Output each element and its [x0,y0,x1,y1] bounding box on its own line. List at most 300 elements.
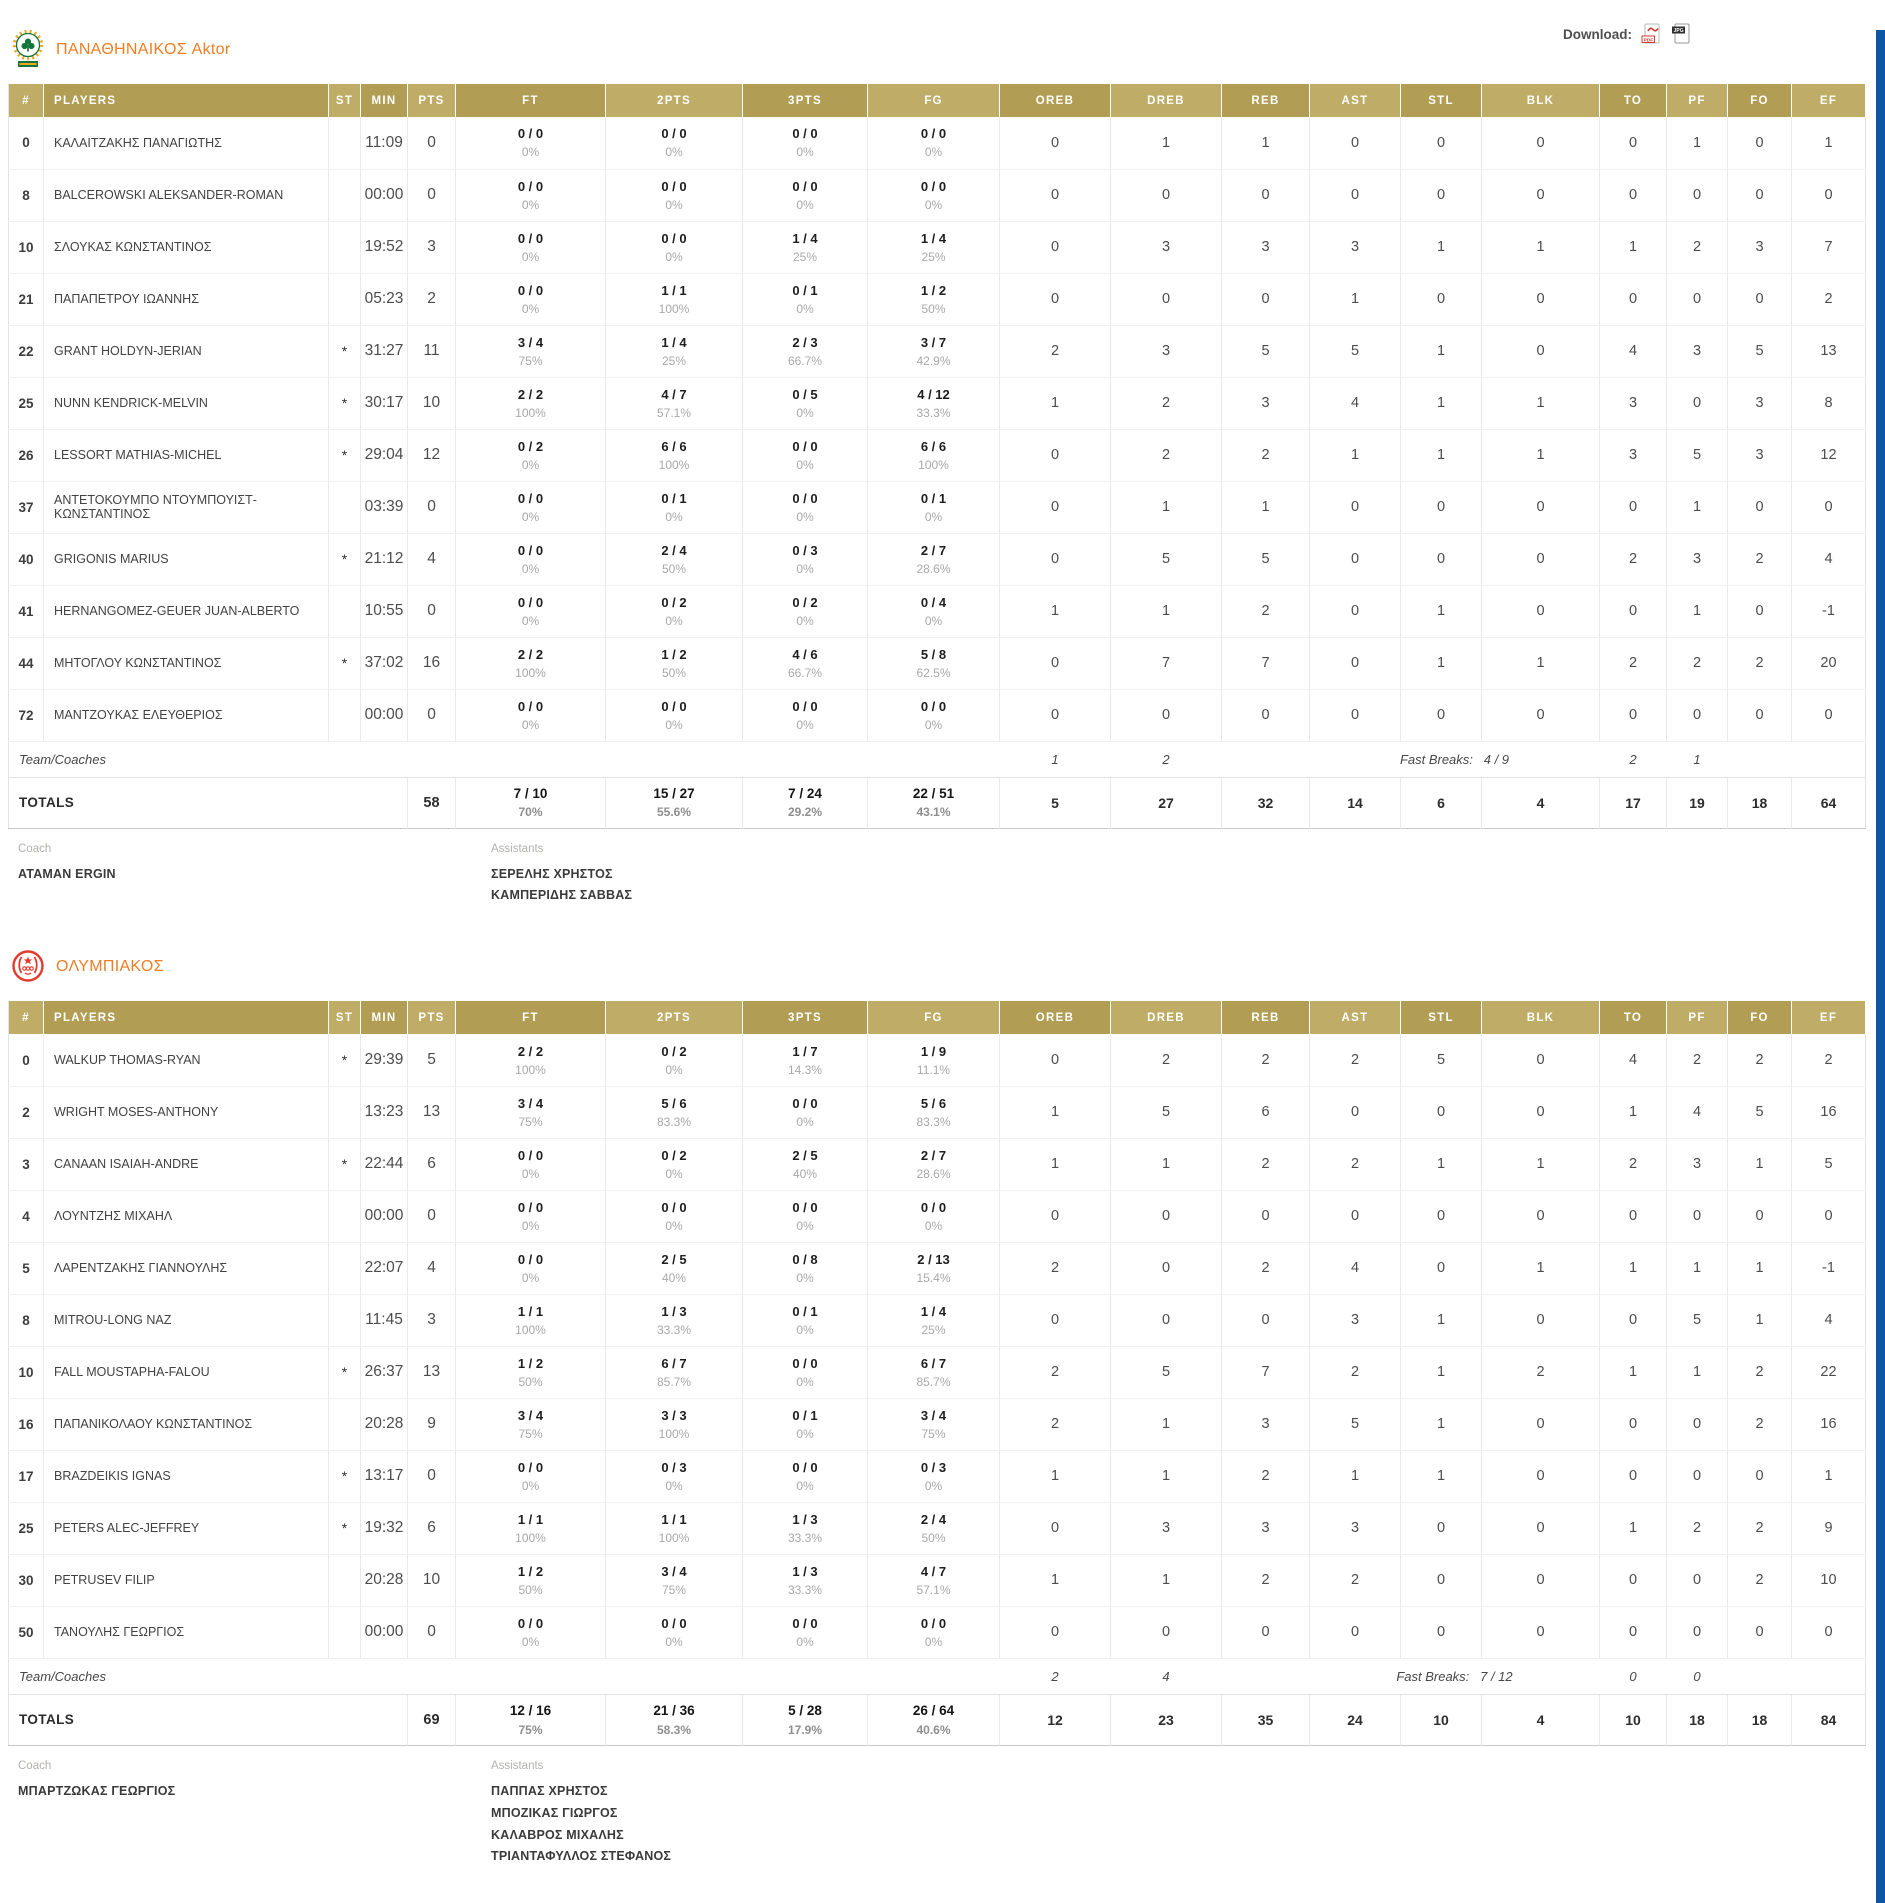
stat-p2 [606,689,743,741]
stat-percentage: 50% [921,1530,946,1545]
stat-made-attempted: 0 / 0 [920,698,947,714]
stat-to: 0 [1600,117,1667,169]
stat-stl: 0 [1401,169,1482,221]
totals-pts: 69 [408,1694,456,1745]
stat-ef: 1 [1792,1450,1866,1502]
stat-pts: 3 [408,1294,456,1346]
starter-mark [329,1086,361,1138]
stat-made-attempted: 0 / 0 [792,1095,818,1111]
stat-to: 1 [1600,221,1667,273]
totals-ef: 84 [1792,1694,1866,1745]
stat-oreb: 0 [1000,273,1111,325]
starter-mark [329,1398,361,1450]
stat-dreb: 1 [1111,1450,1222,1502]
totals-ef: 64 [1792,777,1866,828]
team-name-panathinaikos[interactable]: ΠΑΝΑΘΗΝΑΙΚΟΣ Aktor [56,41,231,58]
stat-percentage: 0% [521,561,540,576]
player-name[interactable]: WRIGHT MOSES-ANTHONY [44,1086,329,1138]
player-row [9,1606,1866,1658]
team-stat-fo-empty [1728,1658,1792,1694]
stat-made-attempted: 0 / 0 [661,230,687,246]
download-label: Download: [1563,27,1632,42]
stat-p2 [606,1450,743,1502]
stat-made-attempted: 0 / 2 [661,1147,687,1163]
stat-ef: 16 [1792,1086,1866,1138]
stat-oreb: 2 [1000,1398,1111,1450]
stat-to: 0 [1600,585,1667,637]
download-pdf-icon[interactable] [1641,23,1662,46]
stat-ast: 0 [1310,1606,1401,1658]
stat-percentage: 0% [796,301,814,316]
stat-percentage: 33.3% [916,405,951,420]
stat-fg [868,481,1000,533]
teams-container [0,30,1885,1868]
stat-percentage: 66.7% [787,665,823,680]
download-jpg-icon[interactable] [1671,23,1692,46]
player-row [9,1398,1866,1450]
stat-made-attempted: 5 / 8 [920,646,947,662]
col-header-fo: FO [1728,84,1792,117]
player-name[interactable]: BRAZDEIKIS IGNAS [44,1450,329,1502]
col-header-ft: FT [456,1001,606,1034]
stat-p3 [743,1450,868,1502]
stat-made-attempted: 3 / 4 [517,1407,544,1423]
stat-blk: 1 [1482,1242,1600,1294]
stat-dreb: 0 [1111,169,1222,221]
col-header-reb: REB [1222,84,1310,117]
totals-reb: 32 [1222,777,1310,828]
stat-percentage: 15.4% [916,1270,951,1285]
stat-pts: 13 [408,1346,456,1398]
stat-fg [868,117,1000,169]
totals-fo: 18 [1728,777,1792,828]
stat-ast: 1 [1310,273,1401,325]
stat-ef: 12 [1792,429,1866,481]
stat-fo: 0 [1728,585,1792,637]
stat-ft [456,1346,606,1398]
col-header-players: PLAYERS [44,1001,329,1034]
stat-fg [868,533,1000,585]
stat-dreb: 0 [1111,273,1222,325]
player-row [9,221,1866,273]
stat-made-attempted: 0 / 0 [920,178,947,194]
player-number: 40 [9,533,44,585]
stat-percentage: 0% [521,1478,540,1493]
player-row [9,585,1866,637]
team-coaches-label: Team/Coaches [9,741,456,777]
stat-made-attempted: 0 / 0 [792,126,818,142]
starter-mark: * [329,325,361,377]
stat-min: 20:28 [361,1554,408,1606]
stat-to: 0 [1600,1450,1667,1502]
stat-made-attempted: 0 / 0 [517,1251,544,1267]
player-name[interactable]: ΠΑΠΑΠΕΤΡΟΥ ΙΩΑΝΝΗΣ [44,273,329,325]
stat-made-attempted: 0 / 0 [792,1199,818,1215]
stat-oreb: 1 [1000,1086,1111,1138]
stat-made-attempted: 0 / 3 [792,542,818,558]
stat-pf: 3 [1667,533,1728,585]
stat-made-attempted: 0 / 1 [792,1303,818,1319]
starter-mark [329,169,361,221]
player-name[interactable]: ΤΑΝΟΥΛΗΣ ΓΕΩΡΓΙΟΣ [44,1606,329,1658]
stat-p2 [606,221,743,273]
stat-made-attempted: 0 / 0 [517,1459,544,1475]
stat-oreb: 0 [1000,689,1111,741]
starter-mark: * [329,637,361,689]
stat-to: 1 [1600,1502,1667,1554]
stat-percentage: 0% [665,1062,683,1077]
stat-p3 [743,1242,868,1294]
player-name[interactable]: WALKUP THOMAS-RYAN [44,1034,329,1086]
stat-p3 [743,117,868,169]
stat-made-attempted: 2 / 2 [517,646,544,662]
team-header [10,947,1885,987]
stat-percentage: 11.1% [916,1062,951,1077]
stat-p3 [743,637,868,689]
totals-p3 [743,1694,868,1745]
stat-oreb: 1 [1000,1450,1111,1502]
fast-breaks: Fast Breaks: 7 / 12 [1310,1658,1600,1694]
stat-fg [868,1502,1000,1554]
team-stat-p3-empty [743,741,868,777]
totals-label: TOTALS [9,1694,408,1745]
stat-pts: 9 [408,1398,456,1450]
stat-pts: 0 [408,1190,456,1242]
player-name[interactable]: LESSORT MATHIAS-MICHEL [44,429,329,481]
stat-made-attempted: 1 / 4 [920,1303,947,1319]
stat-ft [456,1450,606,1502]
stat-dreb: 0 [1111,1242,1222,1294]
stat-pts: 0 [408,689,456,741]
stat-fo: 0 [1728,1450,1792,1502]
totals-pf: 19 [1667,777,1728,828]
stat-made-attempted: 0 / 0 [661,1199,687,1215]
player-name[interactable]: ΛΑΡΕΝΤΖΑΚΗΣ ΓΙΑΝΝΟΥΛΗΣ [44,1242,329,1294]
stat-pf: 0 [1667,1190,1728,1242]
player-name[interactable]: NUNN KENDRICK-MELVIN [44,377,329,429]
stat-pf: 2 [1667,1502,1728,1554]
player-name[interactable]: FALL MOUSTAPHA-FALOU [44,1346,329,1398]
stat-ef: 0 [1792,169,1866,221]
stat-fg [868,689,1000,741]
stat-stl: 0 [1401,1190,1482,1242]
starter-mark [329,1294,361,1346]
player-name[interactable]: MITROU-LONG NAZ [44,1294,329,1346]
stat-percentage: 0% [796,717,814,732]
player-number: 44 [9,637,44,689]
stat-p2 [606,481,743,533]
right-scrollbar[interactable] [1876,30,1885,1903]
stat-ef: -1 [1792,1242,1866,1294]
player-name[interactable]: GRANT HOLDYN-JERIAN [44,325,329,377]
starter-mark [329,221,361,273]
stat-fo: 2 [1728,1502,1792,1554]
stat-p2 [606,1502,743,1554]
stat-made-attempted: 0 / 4 [920,594,947,610]
totals-blk: 4 [1482,1694,1600,1745]
stat-percentage: 100% [515,665,546,680]
stat-to: 1 [1600,1086,1667,1138]
stat-stl: 1 [1401,377,1482,429]
stat-made-attempted: 22 / 51 [912,785,955,801]
stat-percentage: 85.7% [656,1374,692,1389]
stat-dreb: 1 [1111,481,1222,533]
stat-pts: 4 [408,533,456,585]
stat-ef: 0 [1792,1190,1866,1242]
starter-mark: * [329,1450,361,1502]
col-header-players: PLAYERS [44,84,329,117]
team-stat-dreb: 2 [1111,741,1222,777]
stat-pts: 12 [408,429,456,481]
stat-reb: 7 [1222,637,1310,689]
player-name[interactable]: BALCEROWSKI ALEKSANDER-ROMAN [44,169,329,221]
stat-min: 00:00 [361,169,408,221]
stat-stl: 1 [1401,1398,1482,1450]
stat-p3 [743,1398,868,1450]
stat-ast: 2 [1310,1554,1401,1606]
stat-min: 10:55 [361,585,408,637]
stat-reb: 0 [1222,1606,1310,1658]
stat-made-attempted: 0 / 0 [517,230,544,246]
stat-ft [456,533,606,585]
stat-percentage: 75% [518,1426,543,1441]
stat-reb: 3 [1222,377,1310,429]
stat-ast: 2 [1310,1138,1401,1190]
stat-ef: 22 [1792,1346,1866,1398]
stat-pts: 4 [408,1242,456,1294]
stat-fo: 2 [1728,637,1792,689]
player-name[interactable]: ΣΛΟΥΚΑΣ ΚΩΝΣΤΑΝΤΙΝΟΣ [44,221,329,273]
team-section-olympiacos [8,947,1885,1868]
stat-pf: 0 [1667,377,1728,429]
starter-mark: * [329,1138,361,1190]
stat-percentage: 100% [658,301,690,316]
stat-to: 0 [1600,481,1667,533]
stat-made-attempted: 3 / 4 [661,1563,687,1579]
stat-made-attempted: 0 / 0 [792,438,818,454]
player-number: 10 [9,221,44,273]
stat-ef: 0 [1792,689,1866,741]
stat-dreb: 1 [1111,117,1222,169]
stat-blk: 0 [1482,1502,1600,1554]
totals-fo: 18 [1728,1694,1792,1745]
stat-reb: 2 [1222,1554,1310,1606]
stat-dreb: 1 [1111,1138,1222,1190]
col-header-to: TO [1600,1001,1667,1034]
team-stat-pf: 1 [1667,741,1728,777]
stat-oreb: 0 [1000,221,1111,273]
stat-made-attempted: 0 / 2 [792,594,818,610]
stat-made-attempted: 0 / 2 [661,594,687,610]
stat-blk: 0 [1482,689,1600,741]
stat-made-attempted: 1 / 3 [792,1511,818,1527]
player-number: 10 [9,1346,44,1398]
totals-oreb: 12 [1000,1694,1111,1745]
stat-fo: 0 [1728,169,1792,221]
stat-oreb: 1 [1000,377,1111,429]
stat-ef: 5 [1792,1138,1866,1190]
stat-dreb: 3 [1111,1502,1222,1554]
totals-ast: 24 [1310,1694,1401,1745]
player-name[interactable]: ΠΑΠΑΝΙΚΟΛΑΟΥ ΚΩΝΣΤΑΝΤΙΝΟΣ [44,1398,329,1450]
stat-percentage: 0% [521,197,540,212]
stat-oreb: 0 [1000,169,1111,221]
player-name[interactable]: HERNANGOMEZ-GEUER JUAN-ALBERTO [44,585,329,637]
stat-percentage: 0% [924,1218,943,1233]
stat-percentage: 50% [518,1582,543,1597]
stat-fg [868,1398,1000,1450]
stat-min: 31:27 [361,325,408,377]
stat-oreb: 2 [1000,325,1111,377]
player-name[interactable]: PETRUSEV FILIP [44,1554,329,1606]
stat-dreb: 7 [1111,637,1222,689]
stat-dreb: 2 [1111,429,1222,481]
stat-made-attempted: 1 / 1 [517,1511,544,1527]
stat-stl: 0 [1401,689,1482,741]
stat-percentage: 29.2% [787,805,823,820]
stat-percentage: 0% [521,1634,540,1649]
stat-fg [868,273,1000,325]
stat-reb: 5 [1222,325,1310,377]
stat-pts: 11 [408,325,456,377]
player-name[interactable]: CANAAN ISAIAH-ANDRE [44,1138,329,1190]
stat-pf: 1 [1667,585,1728,637]
stat-ft [456,1398,606,1450]
stat-blk: 0 [1482,1034,1600,1086]
stat-pf: 1 [1667,117,1728,169]
stat-min: 19:52 [361,221,408,273]
stat-p3 [743,429,868,481]
stat-min: 11:09 [361,117,408,169]
player-name[interactable]: GRIGONIS MARIUS [44,533,329,585]
player-name[interactable]: ΚΑΛΑΙΤΖΑΚΗΣ ΠΑΝΑΓΙΩΤΗΣ [44,117,329,169]
stat-made-attempted: 6 / 7 [920,1355,947,1371]
stat-fg [868,1294,1000,1346]
stat-percentage: 0% [521,613,540,628]
col-header-st: ST [329,84,361,117]
stat-ast: 2 [1310,1034,1401,1086]
starter-mark: * [329,533,361,585]
stat-fo: 2 [1728,533,1792,585]
stat-ast: 1 [1310,1450,1401,1502]
col-header-min: MIN [361,1001,408,1034]
stat-stl: 1 [1401,1346,1482,1398]
player-row [9,1242,1866,1294]
stat-ft [456,1242,606,1294]
stat-reb: 1 [1222,117,1310,169]
stat-fo: 2 [1728,1398,1792,1450]
assistant-name: ΜΠΟΖΙΚΑΣ ΓΙΩΡΓΟΣ [491,1805,618,1820]
stat-to: 1 [1600,1346,1667,1398]
stat-oreb: 0 [1000,533,1111,585]
player-name[interactable]: ΜΗΤΟΓΛΟΥ ΚΩΝΣΤΑΝΤΙΝΟΣ [44,637,329,689]
stat-min: 29:04 [361,429,408,481]
stat-made-attempted: 0 / 0 [661,698,687,714]
totals-reb: 35 [1222,1694,1310,1745]
stat-percentage: 0% [521,1218,540,1233]
stat-to: 1 [1600,1242,1667,1294]
stat-reb: 0 [1222,689,1310,741]
stat-blk: 0 [1482,1554,1600,1606]
stat-ft [456,117,606,169]
stat-dreb: 2 [1111,377,1222,429]
stat-min: 19:32 [361,1502,408,1554]
stat-made-attempted: 0 / 0 [792,178,818,194]
stat-percentage: 0% [924,1634,943,1649]
starter-mark [329,585,361,637]
team-coaches-label: Team/Coaches [9,1658,456,1694]
stat-percentage: 33.3% [656,1322,692,1337]
stat-ast: 5 [1310,325,1401,377]
player-number: 25 [9,1502,44,1554]
stat-oreb: 0 [1000,1190,1111,1242]
stat-p2 [606,533,743,585]
starter-mark: * [329,1346,361,1398]
stat-min: 00:00 [361,689,408,741]
stat-percentage: 70% [518,805,543,820]
stat-pf: 5 [1667,429,1728,481]
stat-blk: 0 [1482,1086,1600,1138]
assistants-column [491,843,964,908]
col-header-ast: AST [1310,1001,1401,1034]
stat-percentage: 55.6% [656,805,692,820]
assistant-names [491,864,964,908]
stat-min: 22:07 [361,1242,408,1294]
stat-ft [456,1034,606,1086]
player-number: 17 [9,1450,44,1502]
col-header-to: TO [1600,84,1667,117]
stat-stl: 1 [1401,637,1482,689]
stat-ef: 16 [1792,1398,1866,1450]
team-section-panathinaikos [8,30,1885,907]
stat-pf: 3 [1667,1138,1728,1190]
player-number: 26 [9,429,44,481]
player-name[interactable]: ΑΝΤΕΤΟΚΟΥΜΠΟ ΝΤΟΥΜΠΟΥΙΣΤ-ΚΩΝΣΤΑΝΤΙΝΟΣ [44,481,329,533]
stat-made-attempted: 0 / 0 [517,178,544,194]
stat-made-attempted: 6 / 6 [661,438,687,454]
stat-min: 05:23 [361,273,408,325]
stat-ft [456,169,606,221]
stat-percentage: 33.3% [787,1582,823,1597]
player-name[interactable]: ΛΟΥΝΤΖΗΣ ΜΙΧΑΗΛ [44,1190,329,1242]
stat-p3 [743,169,868,221]
player-name[interactable]: PETERS ALEC-JEFFREY [44,1502,329,1554]
stat-ast: 0 [1310,117,1401,169]
stat-fo: 0 [1728,481,1792,533]
stat-ft [456,1190,606,1242]
col-header-fo: FO [1728,1001,1792,1034]
team-name-olympiacos[interactable]: ΟΛΥΜΠΙΑΚΟΣ [56,958,164,976]
player-name[interactable]: ΜΑΝΤΖΟΥΚΑΣ ΕΛΕΥΘΕΡΙΟΣ [44,689,329,741]
player-row [9,1034,1866,1086]
stat-percentage: 100% [515,1530,546,1545]
stat-made-attempted: 0 / 1 [661,490,687,506]
stat-made-attempted: 5 / 6 [920,1095,947,1111]
stat-blk: 0 [1482,1398,1600,1450]
stat-percentage: 0% [665,145,683,160]
stat-made-attempted: 0 / 0 [792,1615,818,1631]
stat-pts: 0 [408,585,456,637]
stat-fo: 0 [1728,689,1792,741]
stat-stl: 0 [1401,1606,1482,1658]
stat-ef: 0 [1792,1606,1866,1658]
stat-reb: 2 [1222,1034,1310,1086]
player-number: 30 [9,1554,44,1606]
stat-ef: 1 [1792,117,1866,169]
stat-min: 29:39 [361,1034,408,1086]
stat-ast: 1 [1310,429,1401,481]
stat-percentage: 0% [796,1426,814,1441]
